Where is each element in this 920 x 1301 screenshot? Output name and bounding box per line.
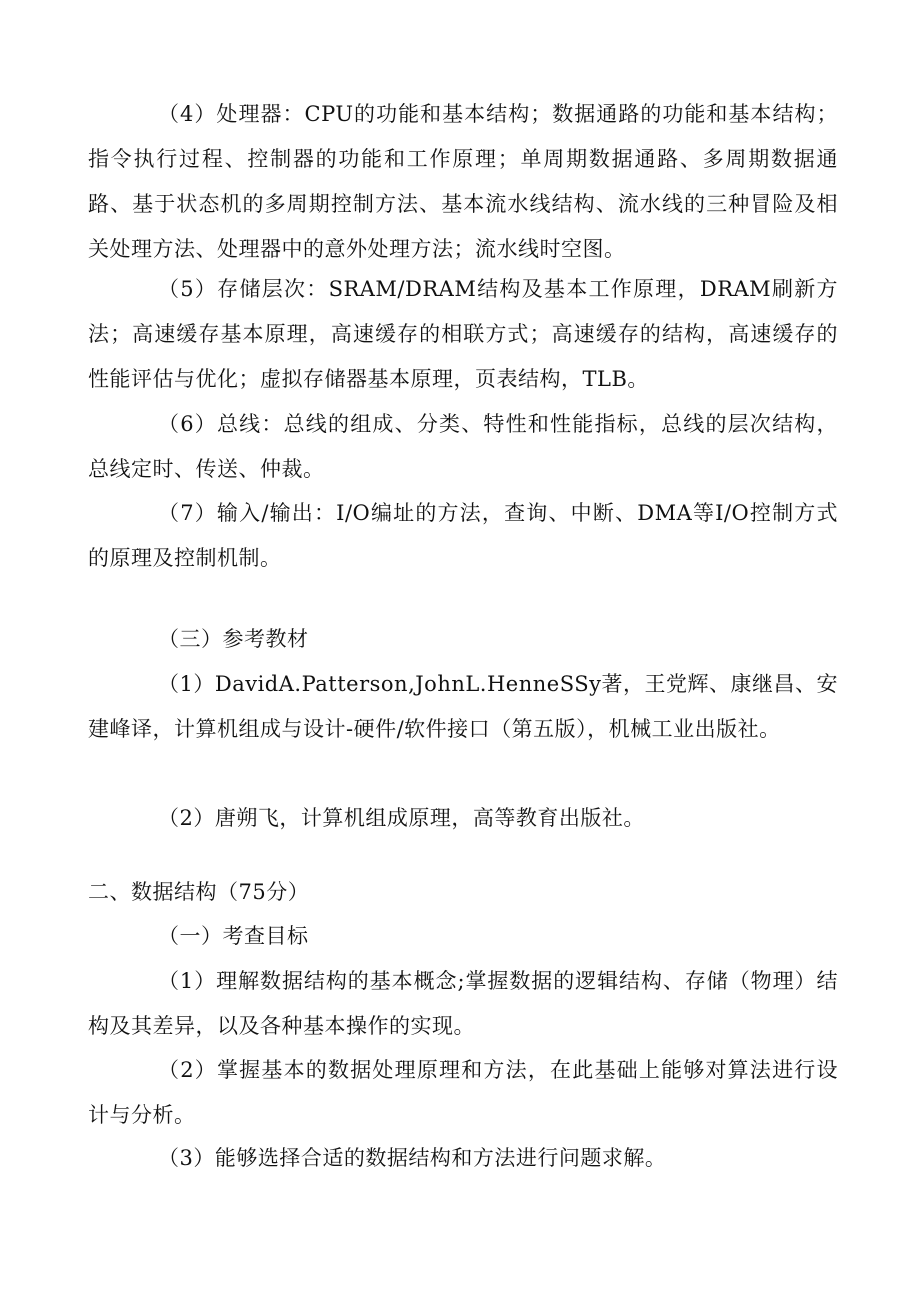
paragraph-memory-hierarchy: （5）存储层次：SRAM/DRAM结构及基本工作原理，DRAM刷新方法；高速缓存基本原理，高速缓存的相联方式；高速缓存的结构，高速缓存的性能评估与优化；虚拟存储器基本原理，页表结构，TLB。 [88,277,838,391]
paragraph-bus: （6）总线：总线的组成、分类、特性和性能指标，总线的层次结构，总线定时、传送、仲裁。 [88,412,838,481]
references-heading: （三）参考教材 [158,627,309,651]
objective-item-3: （3）能够选择合适的数据结构和方法进行问题求解。 [158,1146,667,1170]
reference-item-2: （2）唐朔飞，计算机组成原理，高等教育出版社。 [158,806,645,830]
objective-item-1: （1）理解数据结构的基本概念;掌握数据的逻辑结构、存储（物理）结构及其差异，以及各种基本操作的实现。 [88,969,838,1038]
objective-item-2: （2）掌握基本的数据处理原理和方法，在此基础上能够对算法进行设计与分析。 [88,1058,838,1127]
section-title-data-structures: 二、数据结构（75分） [88,880,310,904]
objectives-heading: （一）考查目标 [158,924,309,948]
paragraph-io: （7）输入/输出：I/O编址的方法，查询、中断、DMA等I/O控制方式的原理及控制机制。 [88,501,838,570]
reference-item-1: （1）DavidA.Patterson,JohnL.HenneSSy著，王党辉、康继昌、安建峰译，计算机组成与设计-硬件/软件接口（第五版），机械工业出版社。 [88,672,838,741]
paragraph-processor: （4）处理器：CPU的功能和基本结构；数据通路的功能和基本结构；指令执行过程、控制器的功能和工作原理；单周期数据通路、多周期数据通路、基于状态机的多周期控制方法、基本流水线结构、流水线的三种冒险及相关处理方法、处理器中的意外处理方法；流水线时空图。 [88,102,838,261]
